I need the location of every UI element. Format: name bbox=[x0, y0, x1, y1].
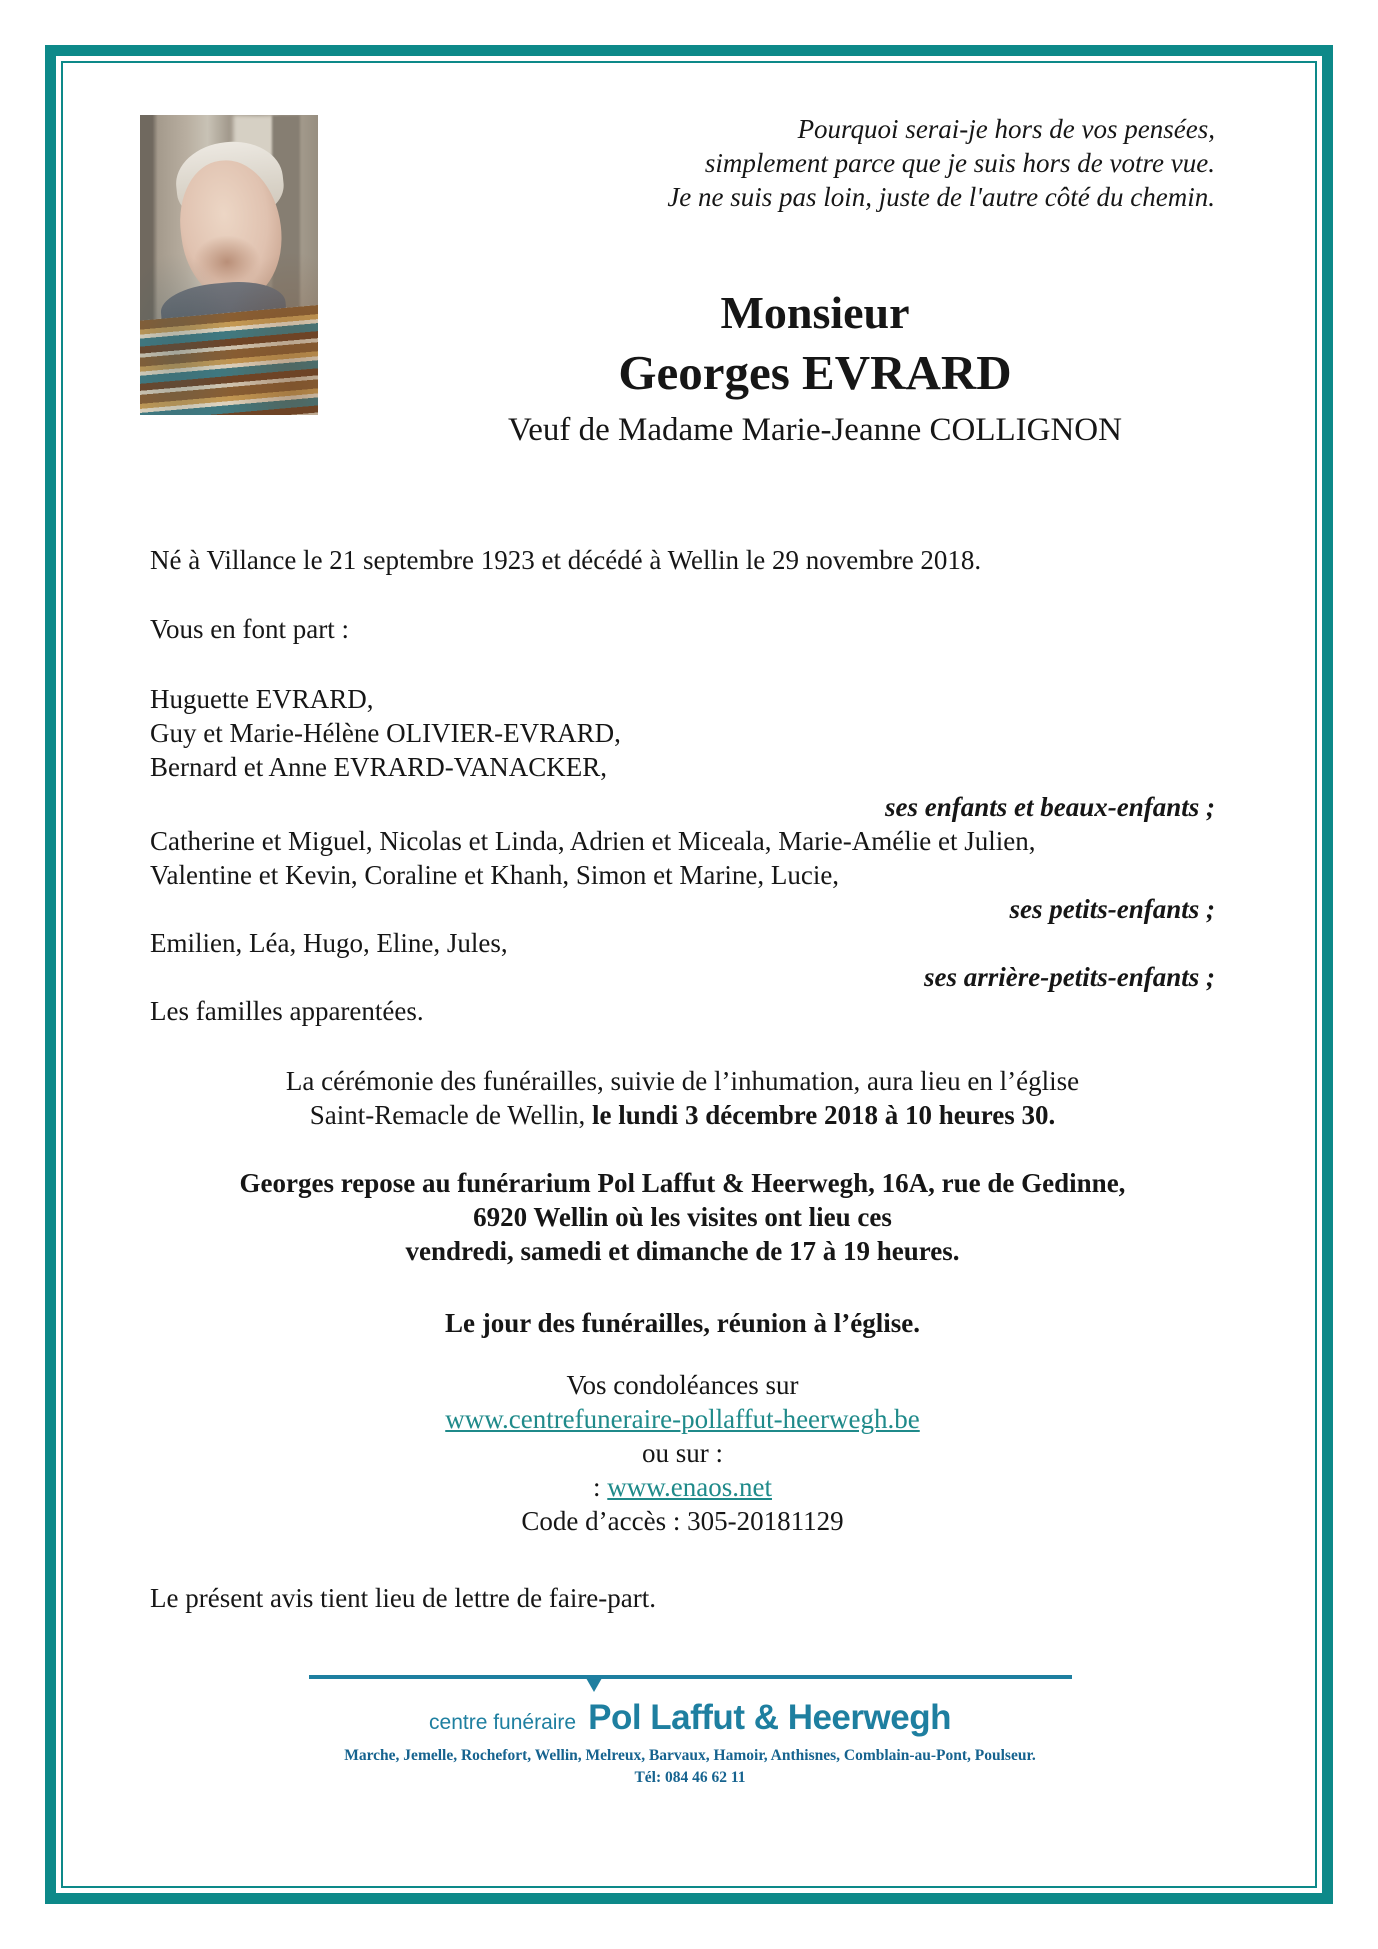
logo-name-wrap bbox=[588, 1698, 951, 1737]
deceased-civility: Monsieur bbox=[720, 287, 910, 338]
photo-grain-overlay bbox=[140, 115, 318, 415]
great-grandchildren-list: Emilien, Léa, Hugo, Eline, Jules, bbox=[150, 928, 508, 958]
footer-divider-rule bbox=[309, 1675, 1072, 1679]
condolences-block bbox=[150, 1368, 1215, 1538]
enaos-website-link[interactable]: www.enaos.net bbox=[607, 1472, 772, 1502]
quote-line: simplement parce que je suis hors de votre vue. bbox=[704, 148, 1215, 178]
quote-line: Pourquoi serai-je hors de vos pensées, bbox=[797, 114, 1215, 144]
portrait-photo bbox=[140, 115, 318, 415]
list-item: Valentine et Kevin, Coraline et Khanh, Simon et Marine, Lucie, bbox=[150, 860, 840, 890]
announcement-intro: Vous en font part : bbox=[150, 614, 349, 644]
enaos-link-prefix: : bbox=[593, 1472, 608, 1502]
funeral-home-footer bbox=[150, 1698, 1230, 1787]
grandchildren-relation-label: ses petits-enfants ; bbox=[1009, 894, 1215, 924]
related-families-line: Les familles apparentées. bbox=[150, 996, 424, 1026]
list-item: Catherine et Miguel, Nicolas et Linda, Adrien et Miceala, Marie-Amélie et Julien, bbox=[150, 826, 1036, 856]
ceremony-place: Saint-Remacle de Wellin, bbox=[309, 1100, 592, 1130]
children-relation-label: ses enfants et beaux-enfants ; bbox=[885, 792, 1215, 822]
condolences-link-line bbox=[150, 1402, 1215, 1436]
logo-prefix-text: centre funéraire bbox=[429, 1711, 577, 1734]
footer-phone: Tél: 084 46 62 11 bbox=[634, 1769, 746, 1786]
children-list bbox=[150, 682, 1215, 784]
list-item: Guy et Marie-Hélène OLIVIER-EVRARD, bbox=[150, 718, 621, 748]
funeral-home-website-link[interactable]: www.centrefuneraire-pollaffut-heerwegh.be bbox=[445, 1404, 920, 1434]
quote-line: Je ne suis pas loin, juste de l'autre côté du chemin. bbox=[667, 182, 1215, 212]
great-grandchildren-relation-label: ses arrière-petits-enfants ; bbox=[924, 962, 1215, 992]
birth-death-line: Né à Villance le 21 septembre 1923 et décédé à Wellin le 29 novembre 2018. bbox=[150, 545, 982, 575]
funerarium-line: 6920 Wellin où les visites ont lieu ces bbox=[473, 1202, 892, 1232]
funeral-home-logo bbox=[429, 1698, 951, 1738]
condolences-intro: Vos condoléances sur bbox=[566, 1370, 799, 1400]
funerarium-line: vendredi, samedi et dimanche de 17 à 19 heures. bbox=[405, 1236, 960, 1266]
deceased-name: Georges EVRARD bbox=[618, 345, 1012, 400]
list-item: Bernard et Anne EVRARD-VANACKER, bbox=[150, 752, 607, 782]
ceremony-datetime: le lundi 3 décembre 2018 à 10 heures 30. bbox=[592, 1100, 1056, 1130]
footer-cities-list: Marche, Jemelle, Rochefort, Wellin, Melreux, Barvaux, Hamoir, Anthisnes, Comblain-au-Pont, Poulseur. bbox=[344, 1747, 1036, 1764]
widower-subtitle: Veuf de Madame Marie-Jeanne COLLIGNON bbox=[508, 412, 1122, 448]
access-code-line: Code d’accès : 305-20181129 bbox=[521, 1506, 844, 1536]
funerarium-details bbox=[150, 1166, 1215, 1268]
logo-brand-name: Pol Laffut & Heerwegh bbox=[588, 1698, 951, 1737]
memorial-quote bbox=[415, 112, 1215, 214]
list-item: Huguette EVRARD, bbox=[150, 684, 374, 714]
faire-part-notice: Le présent avis tient lieu de lettre de faire-part. bbox=[150, 1583, 657, 1613]
condolences-link-line bbox=[150, 1470, 1215, 1504]
ceremony-line: La cérémonie des funérailles, suivie de l’inhumation, aura lieu en l’église bbox=[285, 1066, 1080, 1096]
funerarium-line: Georges repose au funérarium Pol Laffut & Heerwegh, 16A, rue de Gedinne, bbox=[239, 1168, 1126, 1198]
ceremony-details bbox=[150, 1064, 1215, 1132]
condolences-or: ou sur : bbox=[642, 1438, 723, 1468]
grandchildren-list bbox=[150, 824, 1215, 892]
ceremony-line bbox=[150, 1098, 1215, 1132]
triangle-down-icon bbox=[586, 1678, 602, 1692]
funeral-day-note: Le jour des funérailles, réunion à l’église. bbox=[445, 1308, 920, 1338]
